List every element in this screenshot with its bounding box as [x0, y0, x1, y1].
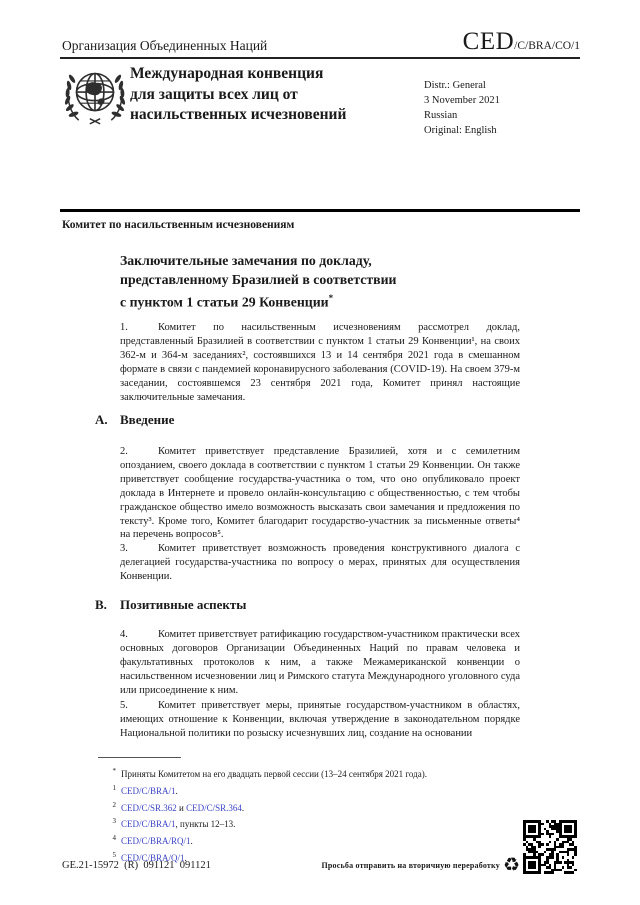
distr-original: Original: English [424, 125, 497, 136]
paragraph-4-text: Комитет приветствует ратификацию государством-участником практически всех основных договоров Организации Объединенных Наций по правам человека и факультативных протоколов к ним, а также Межамериканской конвенции о насильственном исчезновении лиц и Римского статута Международного уголовного суда или присоединение к ним. [120, 629, 520, 696]
qr-code [523, 820, 577, 874]
footnote-2: 2 CED/C/SR.362 и CED/C/SR.364. [112, 800, 245, 813]
paragraph-1-number: 1. [120, 322, 128, 333]
section-a-heading [95, 412, 175, 428]
section-b-label: B. [95, 597, 107, 612]
footnote-4: 4 CED/C/BRA/RQ/1. [112, 834, 193, 847]
paragraph-1-text: Комитет по насильственным исчезновениям рассмотрел доклад, представленный Бразилией в соответствии с пунктом 1 статьи 29 Конвенции¹, на своих 362-м и 364-м заседаниях², состоявшихся 13 и 14 сентября 2021 года в смешанном формате в связи с пандемией коронавирусного заболевания (COVID-19). На своем 379-м заседании, состоявшемся 23 сентября 2021 года, Комитет принял настоящие заключительные замечания. [120, 322, 520, 403]
footnote-link[interactable]: CED/C/SR.364 [186, 802, 242, 813]
footnote-link[interactable]: CED/C/BRA/1 [121, 819, 176, 830]
paragraph-4 [120, 628, 520, 698]
ge-document-number: GE.21-15972 (R) 091121 091121 [62, 860, 211, 871]
document-symbol-main: CED [462, 28, 515, 55]
paragraph-3-number: 3. [120, 543, 128, 554]
committee-heading: Комитет по насильственным исчезновениям [62, 219, 295, 231]
section-a-label: A. [95, 412, 108, 427]
header-rule [60, 57, 580, 59]
paragraph-3 [120, 542, 520, 584]
recycle-icon: ♻ [502, 855, 520, 876]
paragraph-3-text: Комитет приветствует возможность проведения конструктивного диалога с делегацией государства-участника по вопросу о мерах, принятых для осуществления Конвенции. [120, 543, 520, 582]
convention-title: Международная конвенция для защиты всех лиц от насильственных исчезновений [130, 65, 347, 123]
paragraph-2-text: Комитет приветствует представление Бразилией, хотя и с семилетним опозданием, своего доклада в соответствии с пунктом 1 статьи 29 Конвенции. Он также приветствует сообщение государства-участника о том, что оно опубликовало проект доклада в Интернете и провело онлайн-консультацию с общественностью, с тем чтобы гражданское общество имело возможность высказать свои замечания и предложения по тексту³. Кроме того, Комитет благодарит государство-участник за письменные ответы⁴ на перечень вопросов⁵. [120, 446, 520, 541]
footnote-1: 1 CED/C/BRA/1. [112, 783, 178, 796]
footnote-star: * Приняты Комитетом на его двадцать первой сессии (13–24 сентября 2021 года). [112, 767, 427, 779]
footnote-separator [98, 757, 181, 758]
paragraph-5 [120, 699, 520, 741]
recycle-notice [300, 856, 520, 875]
document-symbol [463, 28, 580, 56]
footnote-link[interactable]: CED/C/SR.362 [121, 802, 177, 813]
distribution-info [424, 78, 500, 138]
distr-language: Russian [424, 110, 458, 121]
footnote-5: 5 CED/C/BRA/Q/1. [112, 850, 187, 863]
title-footnote-marker: * [328, 293, 334, 303]
footnote-3: 3 CED/C/BRA/1, пункты 12–13. [112, 817, 236, 830]
document-symbol-suffix: /C/BRA/CO/1 [514, 40, 580, 52]
paragraph-5-number: 5. [120, 700, 128, 711]
section-b-title: Позитивные аспекты [120, 597, 247, 612]
un-emblem-icon [58, 61, 132, 135]
separator-rule [60, 209, 580, 212]
section-b-heading [95, 597, 247, 613]
paragraph-1 [120, 321, 520, 404]
paragraph-5-text: Комитет приветствует меры, принятые государством-участником в областях, имеющих отношение к Конвенции, включая утверждение в законодательном порядке Национальной политики по розыску исчезнувших лиц, создание на основании [120, 700, 520, 739]
footnotes [104, 765, 524, 866]
org-name: Организация Объединенных Наций [62, 38, 268, 53]
section-a-title: Введение [120, 412, 175, 427]
distr-type: Distr.: General [424, 80, 486, 91]
footnote-link[interactable]: CED/C/BRA/1 [121, 785, 176, 796]
document-title: Заключительные замечания по докладу, представленному Бразилией в соответствии с пунктом 1 статьи 29 Конвенции* [120, 253, 397, 310]
paragraph-4-number: 4. [120, 629, 128, 640]
recycle-text: Просьба отправить на вторичную переработку [321, 861, 500, 870]
footnote-link[interactable]: CED/C/BRA/RQ/1 [121, 836, 191, 847]
paragraph-2-number: 2. [120, 446, 128, 457]
distr-date: 3 November 2021 [424, 95, 500, 106]
footnote-link[interactable]: CED/C/BRA/Q/1 [121, 852, 185, 863]
paragraph-2 [120, 445, 520, 542]
